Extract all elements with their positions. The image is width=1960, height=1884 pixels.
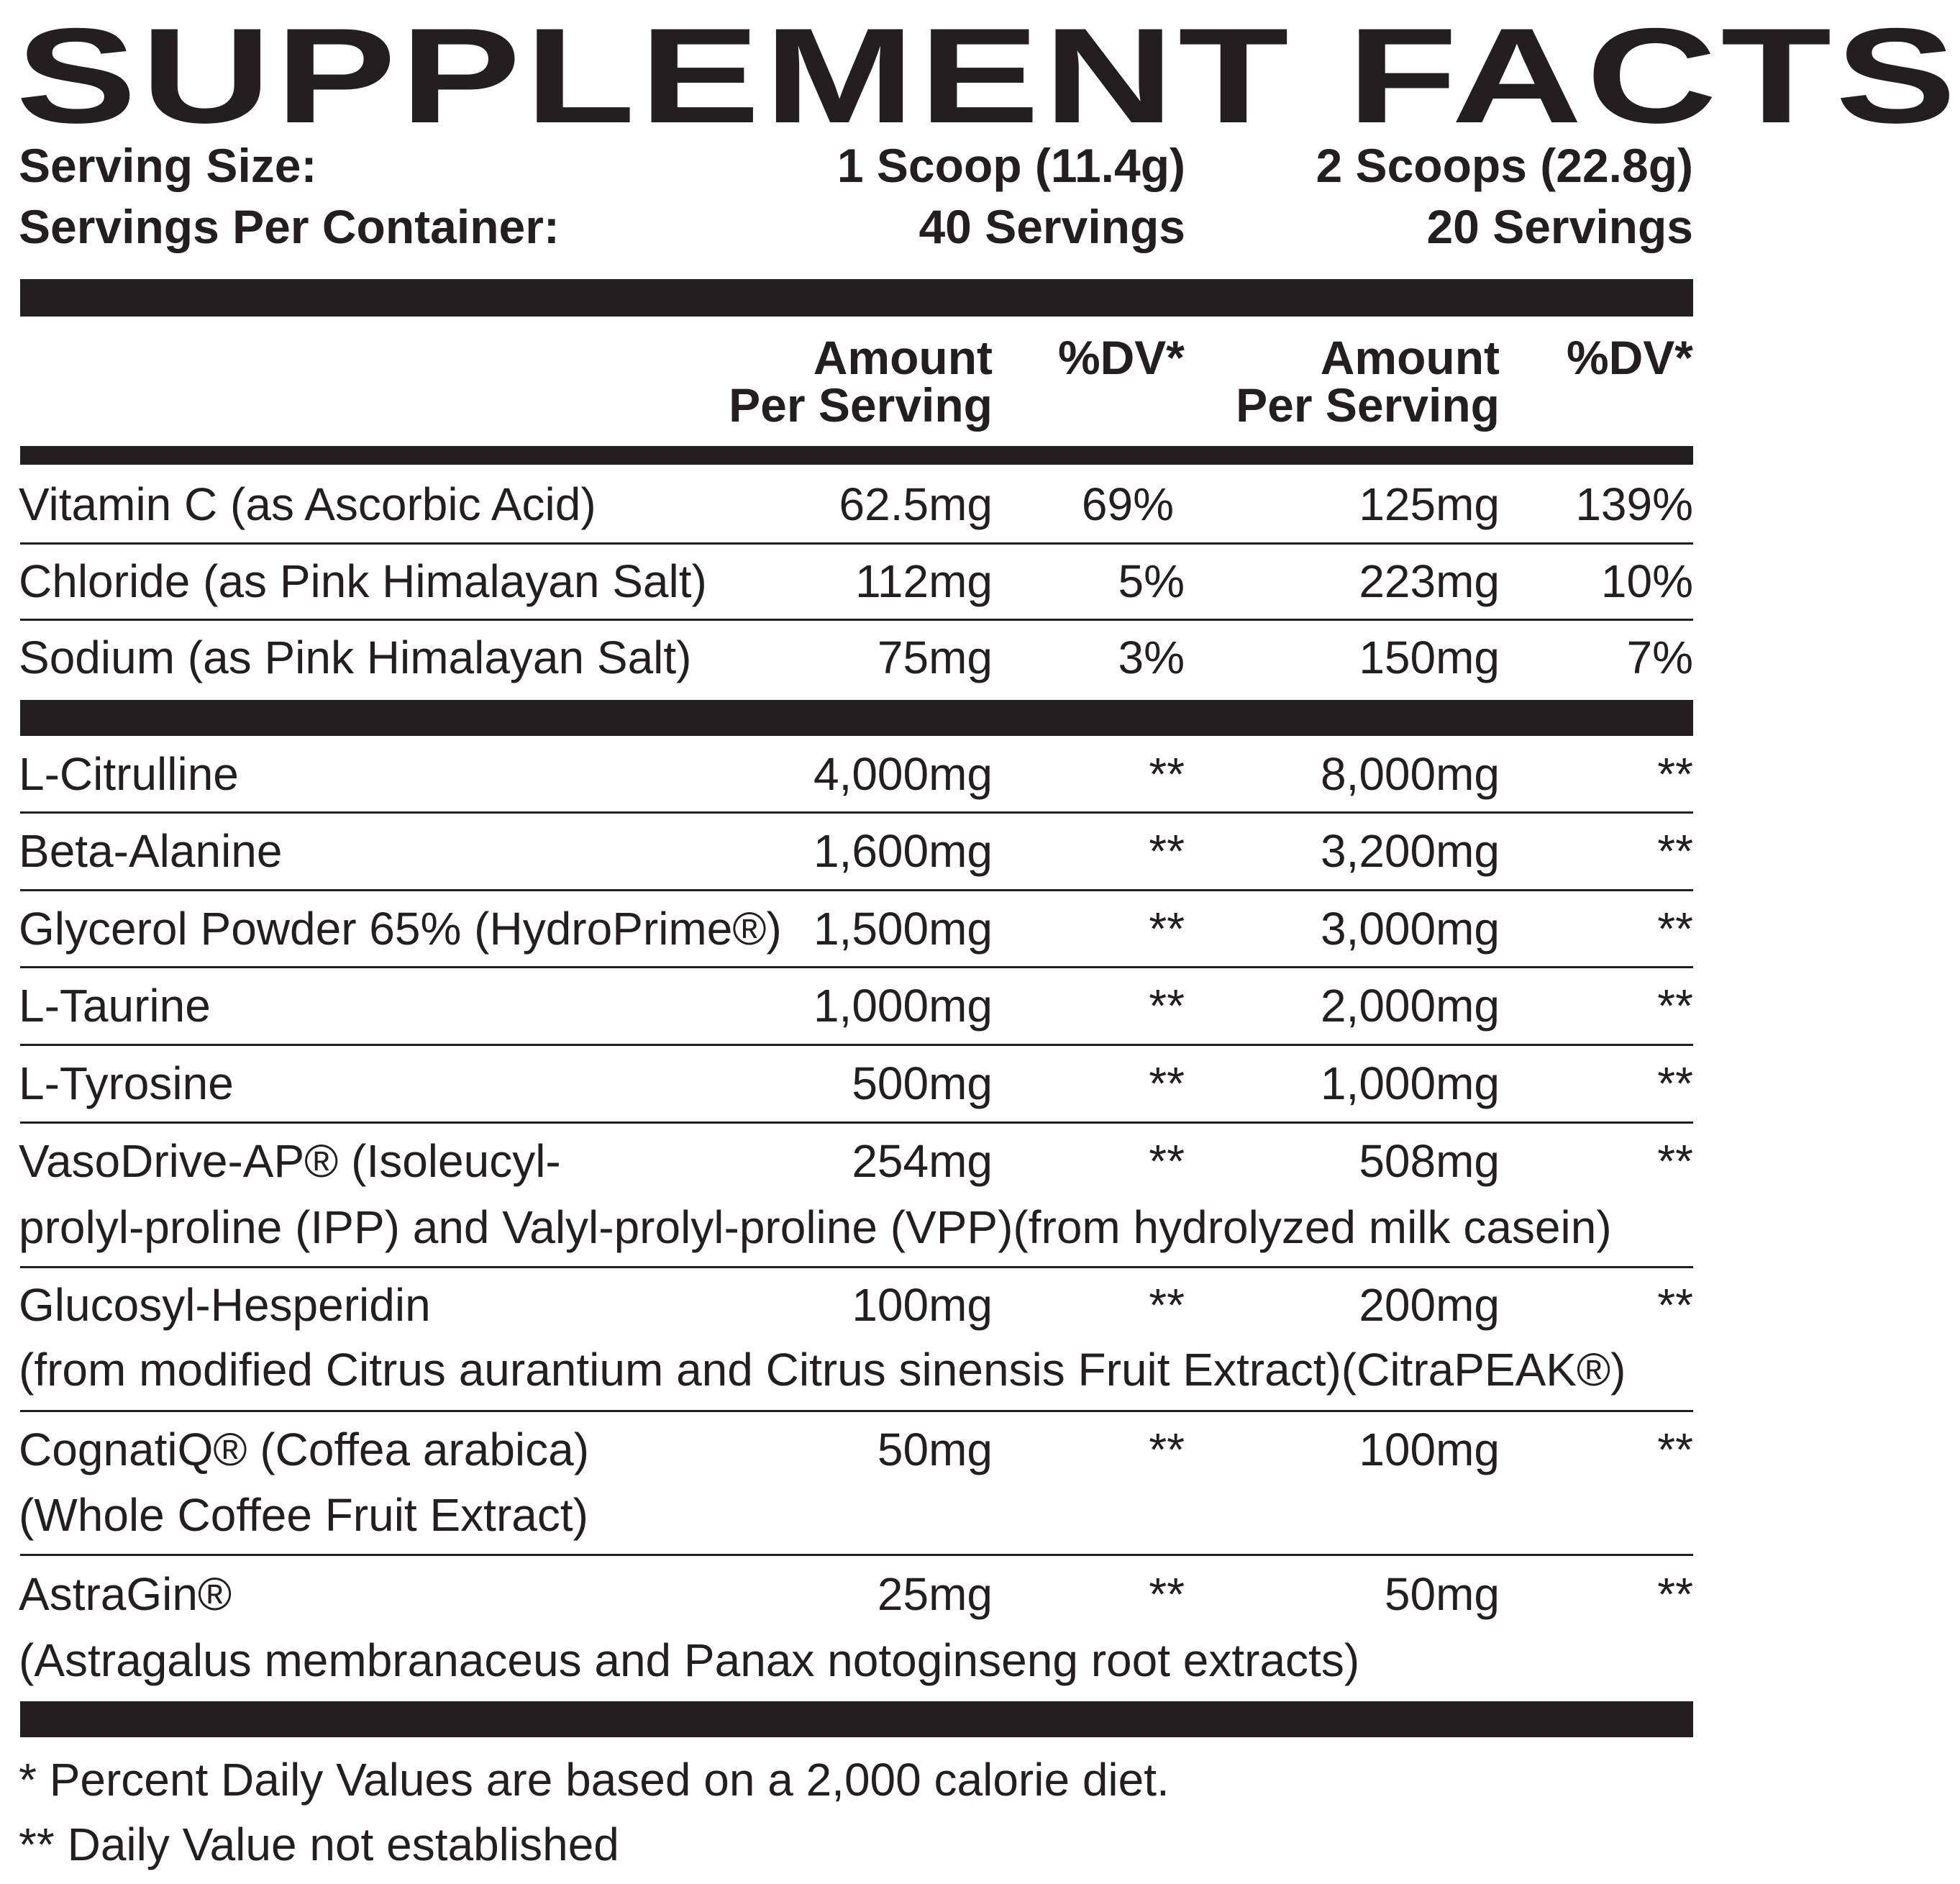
amount-one-scoop: 4,000mg bbox=[813, 748, 993, 800]
amount-two-scoops: 2,000mg bbox=[1320, 980, 1500, 1032]
footnote-dv-not-established: ** Daily Value not established bbox=[19, 1819, 619, 1870]
amount-two-scoops: 8,000mg bbox=[1320, 748, 1500, 800]
amount-one-scoop: 25mg bbox=[877, 1568, 993, 1620]
amount-two-scoops: 150mg bbox=[1359, 632, 1500, 683]
row-divider bbox=[20, 1044, 1693, 1046]
dv-one-scoop: ** bbox=[1149, 1424, 1185, 1475]
dv-one-scoop: ** bbox=[1149, 748, 1185, 800]
ingredient-name: AstraGin® bbox=[19, 1568, 232, 1620]
row-divider bbox=[20, 619, 1693, 621]
amount-two-scoops: 223mg bbox=[1359, 555, 1500, 607]
amount-one-scoop: 50mg bbox=[877, 1424, 993, 1475]
row-divider bbox=[20, 889, 1693, 891]
dv-one-scoop: ** bbox=[1149, 1568, 1185, 1620]
row-divider bbox=[20, 1266, 1693, 1268]
amount-one-scoop: 500mg bbox=[852, 1057, 993, 1109]
row-divider bbox=[20, 811, 1693, 814]
dv-two-scoops: ** bbox=[1657, 1057, 1693, 1109]
dv-one-scoop: ** bbox=[1149, 1135, 1185, 1187]
servings-per-container-two-scoops: 20 Servings bbox=[1426, 200, 1693, 253]
dv-two-scoops: ** bbox=[1657, 825, 1693, 877]
amount-two-scoops: 125mg bbox=[1359, 478, 1500, 530]
header-amount-line1-col1: Amount bbox=[813, 331, 993, 384]
dv-two-scoops: ** bbox=[1657, 748, 1693, 800]
amount-one-scoop: 100mg bbox=[852, 1279, 993, 1331]
ingredient-description: prolyl-proline (IPP) and Valyl-prolyl-proline (VPP)(from hydrolyzed milk casein) bbox=[19, 1201, 1612, 1253]
nutrient-name: Chloride (as Pink Himalayan Salt) bbox=[19, 555, 707, 607]
dv-one-scoop: ** bbox=[1149, 980, 1185, 1032]
dv-one-scoop: ** bbox=[1149, 1057, 1185, 1109]
footnote-percent-dv: * Percent Daily Values are based on a 2,000 calorie diet. bbox=[19, 1754, 1170, 1806]
ingredient-description: (Astragalus membranaceus and Panax notoginseng root extracts) bbox=[19, 1634, 1360, 1686]
ingredient-name: CognatiQ® (Coffea arabica) bbox=[19, 1424, 590, 1475]
amount-one-scoop: 112mg bbox=[855, 555, 993, 607]
dv-two-scoops: 7% bbox=[1626, 632, 1693, 683]
nutrient-name: Vitamin C (as Ascorbic Acid) bbox=[19, 478, 596, 530]
amount-two-scoops: 200mg bbox=[1359, 1279, 1500, 1331]
dv-two-scoops: ** bbox=[1657, 1279, 1693, 1331]
ingredient-name: L-Taurine bbox=[19, 980, 211, 1032]
dv-one-scoop: ** bbox=[1149, 903, 1185, 955]
servings-per-container-label: Servings Per Container: bbox=[19, 200, 560, 253]
row-divider bbox=[20, 1410, 1693, 1412]
amount-one-scoop: 1,500mg bbox=[813, 903, 993, 955]
header-amount-line1-col2: Amount bbox=[1320, 331, 1500, 384]
serving-size-label: Serving Size: bbox=[19, 139, 317, 192]
amount-one-scoop: 254mg bbox=[852, 1135, 993, 1187]
divider-thick bbox=[20, 700, 1693, 736]
ingredient-name: Beta-Alanine bbox=[19, 825, 283, 877]
row-divider bbox=[20, 542, 1693, 545]
label-title: SUPPLEMENT FACTS bbox=[16, 0, 1960, 151]
dv-one-scoop: 5% bbox=[1118, 555, 1185, 607]
ingredient-name: L-Citrulline bbox=[19, 748, 239, 800]
dv-two-scoops: 10% bbox=[1600, 555, 1693, 607]
ingredient-description: (Whole Coffee Fruit Extract) bbox=[19, 1489, 588, 1541]
amount-one-scoop: 62.5mg bbox=[839, 478, 993, 530]
ingredient-name: L-Tyrosine bbox=[19, 1057, 234, 1109]
amount-two-scoops: 508mg bbox=[1359, 1135, 1500, 1187]
dv-two-scoops: ** bbox=[1657, 980, 1693, 1032]
dv-one-scoop: ** bbox=[1149, 1279, 1185, 1331]
divider-thick bbox=[20, 279, 1693, 317]
ingredient-name: VasoDrive-AP® (Isoleucyl- bbox=[19, 1135, 561, 1187]
row-divider bbox=[20, 966, 1693, 968]
header-dv-col2: %DV* bbox=[1566, 331, 1693, 384]
header-amount-line2-col1: Per Serving bbox=[729, 378, 993, 432]
dv-two-scoops: ** bbox=[1657, 1568, 1693, 1620]
ingredient-name: Glycerol Powder 65% (HydroPrime®) bbox=[19, 903, 782, 955]
amount-one-scoop: 1,600mg bbox=[813, 825, 993, 877]
ingredient-name: Glucosyl-Hesperidin bbox=[19, 1279, 431, 1331]
ingredient-description: (from modified Citrus aurantium and Citrus sinensis Fruit Extract)(CitraPEAK®) bbox=[19, 1344, 1626, 1396]
amount-one-scoop: 75mg bbox=[877, 632, 993, 683]
amount-two-scoops: 50mg bbox=[1384, 1568, 1500, 1620]
dv-one-scoop: ** bbox=[1149, 825, 1185, 877]
serving-size-one-scoop: 1 Scoop (11.4g) bbox=[837, 139, 1185, 192]
amount-two-scoops: 100mg bbox=[1359, 1424, 1500, 1475]
dv-two-scoops: ** bbox=[1657, 1424, 1693, 1475]
amount-one-scoop: 1,000mg bbox=[813, 980, 993, 1032]
row-divider bbox=[20, 1554, 1693, 1556]
serving-size-two-scoops: 2 Scoops (22.8g) bbox=[1316, 139, 1693, 192]
row-divider bbox=[20, 1121, 1693, 1124]
header-dv-col1: %DV* bbox=[1057, 331, 1185, 384]
nutrient-name: Sodium (as Pink Himalayan Salt) bbox=[19, 632, 692, 683]
divider-medium bbox=[20, 446, 1693, 465]
dv-two-scoops: 139% bbox=[1575, 478, 1693, 530]
dv-one-scoop: 3% bbox=[1118, 632, 1185, 683]
amount-two-scoops: 3,200mg bbox=[1320, 825, 1500, 877]
dv-two-scoops: ** bbox=[1657, 1135, 1693, 1187]
dv-two-scoops: ** bbox=[1657, 903, 1693, 955]
divider-thick bbox=[20, 1701, 1693, 1737]
dv-one-scoop: 69% bbox=[1081, 478, 1174, 530]
amount-two-scoops: 1,000mg bbox=[1320, 1057, 1500, 1109]
header-amount-line2-col2: Per Serving bbox=[1236, 378, 1500, 432]
servings-per-container-one-scoop: 40 Servings bbox=[919, 200, 1185, 253]
amount-two-scoops: 3,000mg bbox=[1320, 903, 1500, 955]
